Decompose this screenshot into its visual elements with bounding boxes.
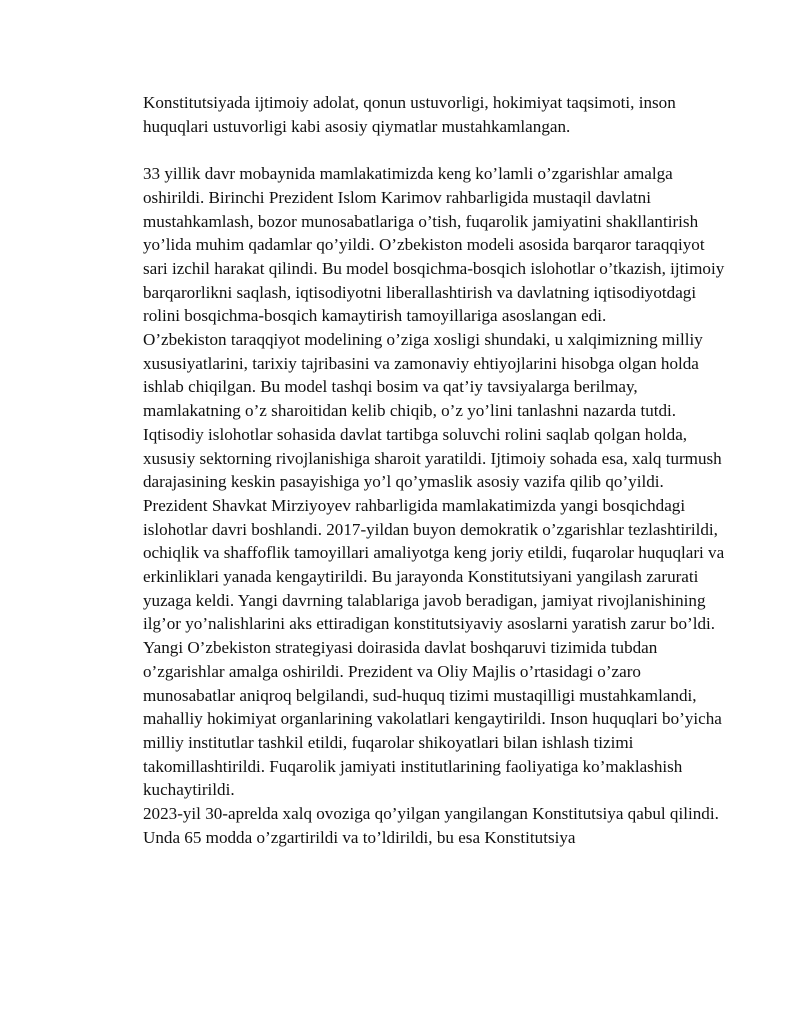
paragraph-gap [143, 138, 733, 162]
paragraph-new-uzbekistan-strategy: Yangi O’zbekiston strategiyasi doirasida davlat boshqaruvi tizimida tubdan o’zgarishlar amalga oshirildi. Prezident va Oliy Majlis o’rtasidagi o’zaro munosabatlar aniqroq belgilandi, sud-huquq tizimi mustaqilligi mustahkamlandi, mahalliy hokimiyat organlarining vakolatlari kengaytirildi. Inson huquqlari bo’yicha milliy institutlar tashkil etildi, fuqarolar shikoyatlari bilan ishlash tizimi takomillashtirildi. Fuqarolik jamiyati institutlarining faoliyatiga ko’maklashish kuchaytirildi. [143, 638, 722, 800]
paragraph-development-model: O’zbekiston taraqqiyot modelining o’ziga xosligi shundaki, u xalqimizning milliy xususiyatlarini, tarixiy tajribasini va zamonaviy ehtiyojlarini hisobga olgan holda ishlab chiqilgan. Bu model tashqi bosim va qat’iy tavsiyalarga berilmay, mamlakatning o’z sharoitidan kelib chiqib, o’z yo’lini tanlashni nazarda tutdi. Iqtisodiy islohotlar sohasida davlat tartibga soluvchi rolini saqlab qolgan holda, xususiy sektorning rivojlanishiga sharoit yaratildi. Ijtimoiy sohada esa, xalq turmush darajasining keskin pasayishiga yo’l qo’ymaslik asosiy vazifa qilib qo’yildi. [143, 330, 722, 492]
paragraph-33-years: 33 yillik davr mobaynida mamlakatimizda keng ko’lamli o’zgarishlar amalga oshirildi. Birinchi Prezident Islom Karimov rahbarligida mustaqil davlatni mustahkamlash, bozor munosabatlariga o’tish, fuqarolik jamiyatini shakllantirish yo’lida muhim qadamlar qo’yildi. O’zbekiston modeli asosida barqaror taraqqiyot sari izchil harakat qilindi. Bu model bosqichma-bosqich islohotlar o’tkazish, ijtimoiy barqarorlikni saqlash, iqtisodiyotni liberallashtirish va davlatning iqtisodiyotdagi rolini bosqichma-bosqich kamaytirish tamoyillariga asoslangan edi. [143, 164, 725, 326]
paragraph-constitution-values: Konstitutsiyada ijtimoiy adolat, qonun ustuvorligi, hokimiyat taqsimoti, inson huquqlari ustuvorligi kabi asosiy qiymatlar mustahkamlangan. [143, 93, 676, 136]
document-page [143, 91, 733, 849]
paragraph-2023-constitution: 2023-yil 30-aprelda xalq ovoziga qo’yilgan yangilangan Konstitutsiya qabul qilindi. Unda 65 modda o’zgartirildi va to’ldirildi, bu esa Konstitutsiya [143, 804, 719, 847]
paragraph-mirziyoyev-reforms: Prezident Shavkat Mirziyoyev rahbarligida mamlakatimizda yangi bosqichdagi islohotlar davri boshlandi. 2017-yildan buyon demokratik o’zgarishlar tezlashtirildi, ochiqlik va shaffoflik tamoyillari amaliyotga keng joriy etildi, fuqarolar huquqlari va erkinliklari yanada kengaytirildi. Bu jarayonda Konstitutsiyani yangilash zarurati yuzaga keldi. Yangi davrning talablariga javob beradigan, jamiyat rivojlanishining ilg’or yo’nalishlarini aks ettiradigan konstitutsiyaviy asoslarni yaratish zarur bo’ldi. [143, 495, 725, 634]
